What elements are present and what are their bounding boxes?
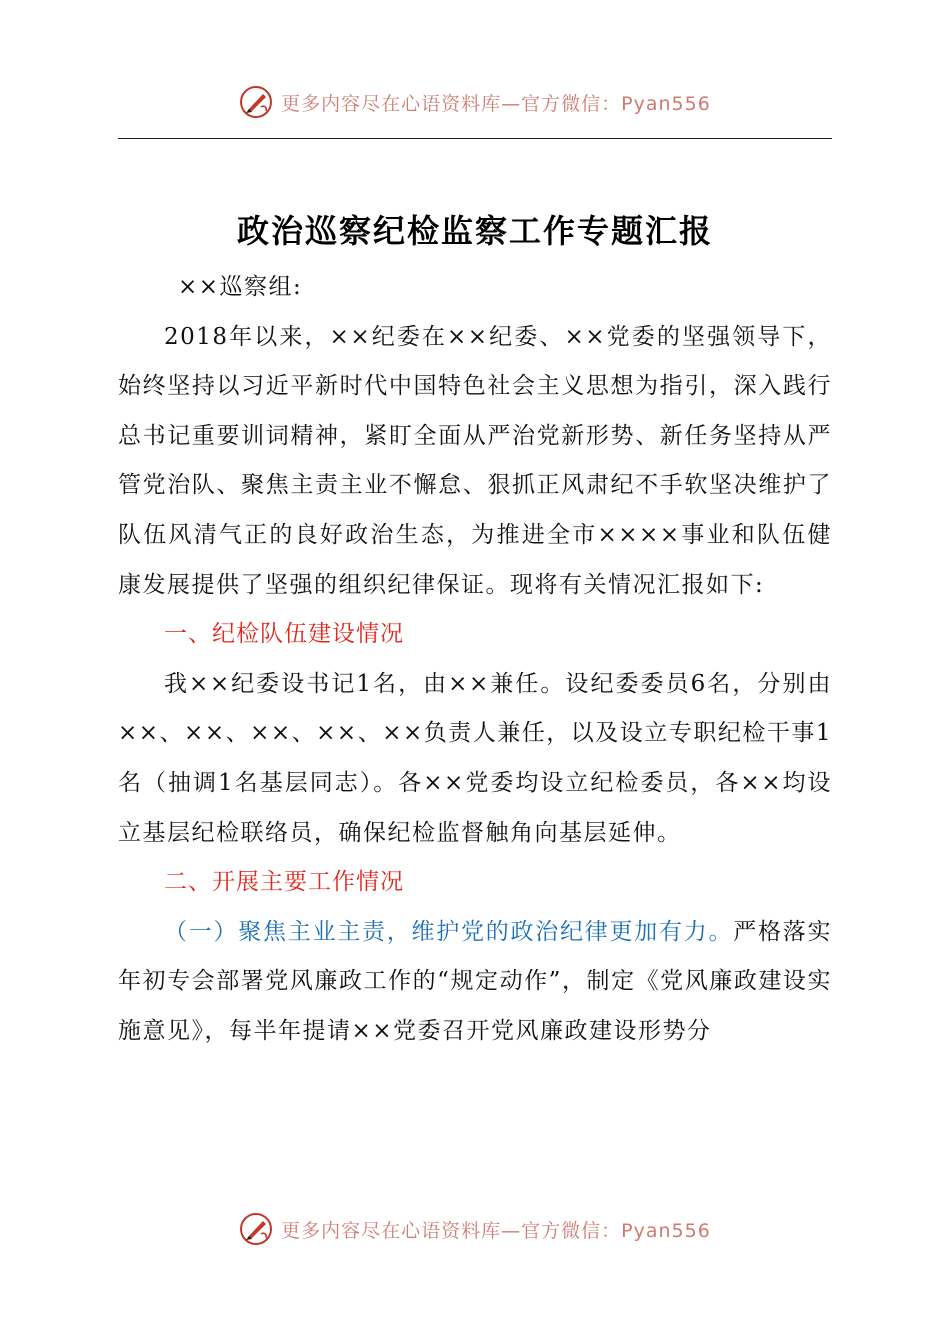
pen-brush-logo-icon	[239, 1212, 273, 1246]
footer-banner	[0, 1207, 950, 1251]
section-2-heading: 二、开展主要工作情况	[164, 869, 404, 896]
banner-text: 更多内容尽在心语资料库—官方微信：Pyan556	[281, 1219, 711, 1242]
banner-text: 更多内容尽在心语资料库—官方微信：Pyan556	[281, 92, 711, 115]
document-body	[118, 263, 832, 1057]
section-2-paragraph	[118, 908, 832, 1057]
section-1-heading: 一、纪检队伍建设情况	[164, 621, 404, 648]
section-1-paragraph: 我××纪委设书记1名，由××兼任。设纪委委员6名，分别由××、××、××、××、××负责人兼任，以及设立专职纪检干事1名（抽调1名基层同志）。各××党委均设立纪检委员，各××均设立基层纪检联络员，确保纪检监督触角向基层延伸。	[118, 670, 832, 846]
section-2-subheading: （一）聚焦主业主责，维护党的政治纪律更加有力。	[164, 918, 734, 945]
header-banner	[0, 80, 950, 124]
intro-paragraph: 2018年以来，××纪委在××纪委、××党委的坚强领导下，始终坚持以习近平新时代中国特色社会主义思想为指引，深入践行总书记重要训词精神，紧盯全面从严治党新形势、新任务坚持从严管党治队、聚焦主责主业不懈怠、狠抓正风肃纪不手软坚决维护了队伍风清气正的良好政治生态，为推进全市××××事业和队伍健康发展提供了坚强的组织纪律保证。现将有关情况汇报如下:	[118, 323, 832, 598]
document-title: 政治巡察纪检监察工作专题汇报	[236, 212, 713, 251]
header-divider	[118, 138, 832, 139]
pen-brush-logo-icon	[239, 85, 273, 119]
section-2-subparagraph-text: 严格落实年初专会部署党风廉政工作的“规定动作”，制定《党风廉政建设实施意见》，每半年提请××党委召开党风廉政建设形势分	[118, 918, 832, 1044]
salutation: ××巡察组:	[178, 274, 303, 300]
